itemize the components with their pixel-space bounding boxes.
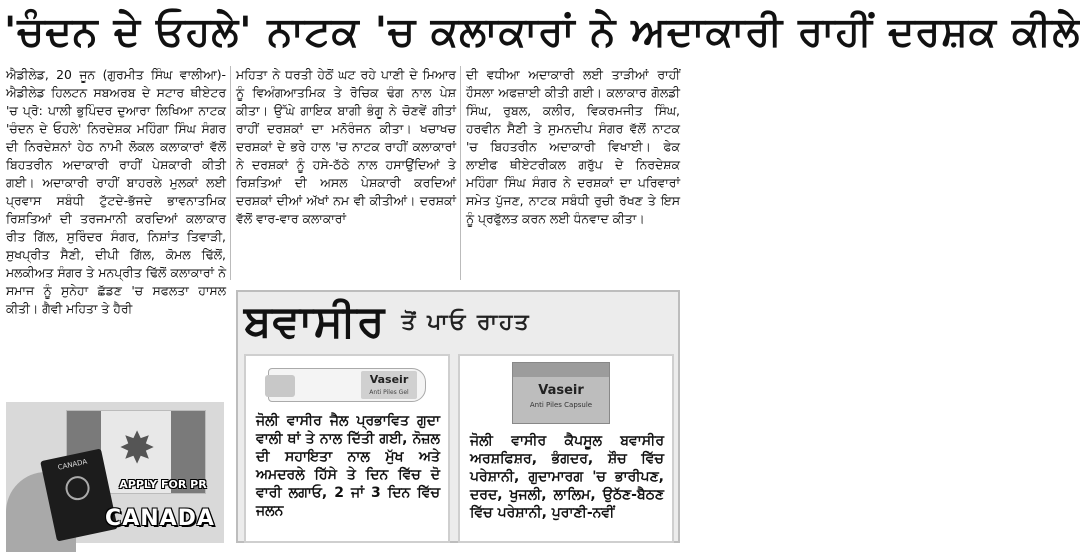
canada-text: CANADA (105, 506, 215, 531)
canada-pr-advertisement[interactable] (6, 402, 224, 543)
gel-subtitle: Anti Piles Gel (369, 389, 409, 396)
gel-description: ਜੋਲੀ ਵਾਸੀਰ ਜੈਲ ਪ੍ਰਭਾਵਿਤ ਗੁਦਾ ਵਾਲੀ ਥਾਂ ਤੇ ਨਾਲ ਦਿੱਤੀ ਗਈ, ਨੋਜ਼ਲ ਦੀ ਸਹਾਇਤਾ ਨਾਲ ਮੁੱਖ ਅਤੇ ਅਮਦਰਲੇ ਹਿੱਸੇ ਤੇ ਦਿਨ ਵਿੱਚ ਦੋ ਵਾਰੀ ਲਗਾਓ, 2 ਜਾਂ 3 ਦਿਨ ਵਿੱਚ ਜਲਨ (256, 413, 440, 519)
tube-label (361, 371, 417, 399)
capsule-description: ਜੋਲੀ ਵਾਸੀਰ ਕੈਪਸੂਲ ਬਵਾਸੀਰ ਅਰਸ਼ਫਿਸ਼ਰ, ਭੰਗਦਰ, ਸ਼ੌਚ ਵਿੱਚ ਪਰੇਸ਼ਾਨੀ, ਗੁਦਾਮਾਰਗ 'ਚ ਭਾਰੀਪਣ, ਦਰਦ, ਖੁਜਲੀ, ਲਾਲਿਮ, ਉਠੱਣ-ਬੈਠਣ ਵਿੱਚ ਪਰੇਸ਼ਾਨੀ, ਪੁਰਾਣੀ-ਨਵੀਂ (470, 433, 664, 521)
crest-icon (63, 474, 91, 502)
passport-label: CANADA (57, 457, 88, 472)
article-column-3: ਦੀ ਵਧੀਆ ਅਦਾਕਾਰੀ ਲਈ ਤਾੜੀਆਂ ਰਾਹੀਂ ਹੌਸਲਾ ਅਫਜ਼ਾਈ ਕੀਤੀ ਗਈ। ਕਲਾਕਾਰ ਗੋਲਡੀ ਸਿੰਘ, ਰੁਬਲ, ਕਲੀਰ, ਵਿਕਰਮਜੀਤ ਸਿੰਘ, ਹਰਵੀਨ ਸੈਣੀ ਤੇ ਸੁਮਨਦੀਪ ਸੰਗਰ ਵੱਲੋਂ ਨਾਟਕ 'ਚ ਬਿਹਤਰੀਨ ਅਦਾਕਾਰੀ ਵਿਖਾਈ। ਫੇਕ ਲਾਈਫ ਥੀਏਟਰੀਕਲ ਗਰੁੱਪ ਦੇ ਨਿਰਦੇਸ਼ਕ ਮਹਿੰਗਾ ਸਿੰਘ ਸੰਗਰ ਨੇ ਦਰਸ਼ਕਾਂ ਦਾ ਪਰਿਵਾਰਾਂ ਸਮੇਤ ਪੁੱਜਣ, ਨਾਟਕ ਸਬੰਧੀ ਰੁਚੀ ਰੱਖਣ ਤੇ ਇਸ ਨੂੰ ਪ੍ਰਫੁੱਲਤ ਕਰਨ ਲਈ ਧੰਨਵਾਦ ਕੀਤਾ। (466, 67, 680, 226)
gel-product-panel (244, 354, 450, 543)
ad-banner (244, 296, 674, 348)
capsule-brand: Vaseir (538, 383, 584, 398)
column-divider (460, 66, 461, 280)
column-divider (230, 66, 231, 280)
article-column-2: ਮਹਿਤਾ ਨੇ ਧਰਤੀ ਹੇਠੋਂ ਘਟ ਰਹੇ ਪਾਣੀ ਦੇ ਮਿਆਰ ਨੂੰ ਵਿਅੰਗਆਤਮਿਕ ਤੇ ਰੋਚਿਕ ਢੰਗ ਨਾਲ ਪੇਸ਼ ਕੀਤਾ। ਉੱਘੇ ਗਾਇਕ ਬਾਗੀ ਭੰਗੂ ਨੇ ਚੋਣਵੇਂ ਗੀਤਾਂ ਰਾਹੀਂ ਦਰਸ਼ਕਾਂ ਦਾ ਮਨੋਰੰਜਨ ਕੀਤਾ। ਖਚਾਖਚ ਦਰਸ਼ਕਾਂ ਦੇ ਭਰੇ ਹਾਲ 'ਚ ਨਾਟਕ ਰਾਹੀਂ ਕਲਾਕਾਰਾਂ ਨੇ ਦਰਸ਼ਕਾਂ ਨੂੰ ਹਸੇ-ਠੱਠੇ ਨਾਲ ਹਸਾਉਂਦਿਆਂ ਤੇ ਰਿਸ਼ਤਿਆਂ ਦੀ ਅਸਲ ਪੇਸ਼ਕਾਰੀ ਕਰਦਿਆਂ ਦਰਸ਼ਕਾਂ ਦੀਆਂ ਅੱਖਾਂ ਨਮ ਵੀ ਕੀਤੀਆਂ। ਦਰਸ਼ਕਾਂ ਵੱਲੋਂ ਵਾਰ-ਵਾਰ ਕਲਾਕਾਰਾਂ (236, 67, 456, 226)
article-column-1: ਐਡੀਲੇਡ, 20 ਜੂਨ (ਗੁਰਮੀਤ ਸਿੰਘ ਵਾਲੀਆ)-ਐਡੀਲੇਡ ਹਿਲਟਨ ਸਬਅਰਬ ਦੇ ਸਟਾਰ ਥੀਏਟਰ 'ਚ ਪ੍ਰੋ: ਪਾਲੀ ਭੁਪਿੰਦਰ ਦੁਆਰਾ ਲਿਖਿਆ ਨਾਟਕ 'ਚੰਦਨ ਦੇ ਓਹਲੇ' ਨਿਰਦੇਸ਼ਕ ਮਹਿੰਗਾ ਸਿੰਘ ਸੰਗਰ ਦੀ ਨਿਰਦੇਸ਼ਨਾਂ ਹੇਠ ਨਾਮੀ ਲੋਕਲ ਕਲਾਕਾਰਾਂ ਵੱਲੋਂ ਬਿਹਤਰੀਨ ਅਦਾਕਾਰੀ ਰਾਹੀਂ ਪੇਸ਼ਕਾਰੀ ਕੀਤੀ ਗਈ। ਅਦਾਕਾਰੀ ਰਾਹੀਂ ਬਾਹਰਲੇ ਮੁਲਕਾਂ ਲਈ ਪ੍ਰਵਾਸ ਸਬੰਧੀ ਟੁੱਟਦੇ-ਭੱਜਦੇ ਭਾਵਨਾਤਮਿਕ ਰਿਸ਼ਤਿਆਂ ਦੀ ਤਰਜਮਾਨੀ ਕਰਦਿਆਂ ਕਲਾਕਾਰ ਰੀਤ ਗਿੱਲ, ਸੁਰਿੰਦਰ ਸੰਗਰ, ਨਿਸ਼ਾਂਤ ਤਿਵਾੜੀ, ਸੁਖਪ੍ਰੀਤ ਸੈਣੀ, ਦੀਪੀ ਗਿੱਲ, ਕੋਮਲ ਢਿੱਲੋਂ, ਮਲਕੀਅਤ ਸੰਗਰ ਤੇ ਮਨਪ੍ਰੀਤ ਢਿੱਲੋਂ ਕਲਾਕਾਰਾਂ ਨੇ ਸਮਾਜ ਨੂੰ ਸੁਨੇਹਾ ਛੱਡਣ 'ਚ ਸਫਲਤਾ ਹਾਸਲ ਕੀਤੀ। ਗੈਵੀ ਮਹਿਤਾ ਤੇ ਹੈਰੀ (6, 67, 226, 316)
gel-brand: Vaseir (369, 373, 409, 386)
maple-leaf-icon: ✸ (118, 423, 156, 474)
capsule-box-image (512, 362, 610, 424)
capsule-subtitle: Anti Piles Capsule (529, 401, 593, 409)
box-top (513, 363, 609, 377)
headline: 'ਚੰਦਨ ਦੇ ਓਹਲੇ' ਨਾਟਕ 'ਚ ਕਲਾਕਾਰਾਂ ਨੇ ਅਦਾਕਾਰੀ ਰਾਹੀਂ ਦਰਸ਼ਕ ਕੀਲੇ (4, 9, 1080, 55)
ad-relief-title: ਤੋਂ ਪਾਓ ਰਾਹਤ (401, 309, 531, 335)
piles-relief-advertisement[interactable] (236, 290, 680, 543)
apply-for-pr-text: APPLY FOR PR (119, 478, 207, 491)
capsule-product-panel (458, 354, 674, 543)
tube-cap (265, 375, 295, 397)
gel-tube-image (268, 368, 426, 402)
ad-brand-title: ਬਵਾਸੀਰ (244, 296, 386, 347)
